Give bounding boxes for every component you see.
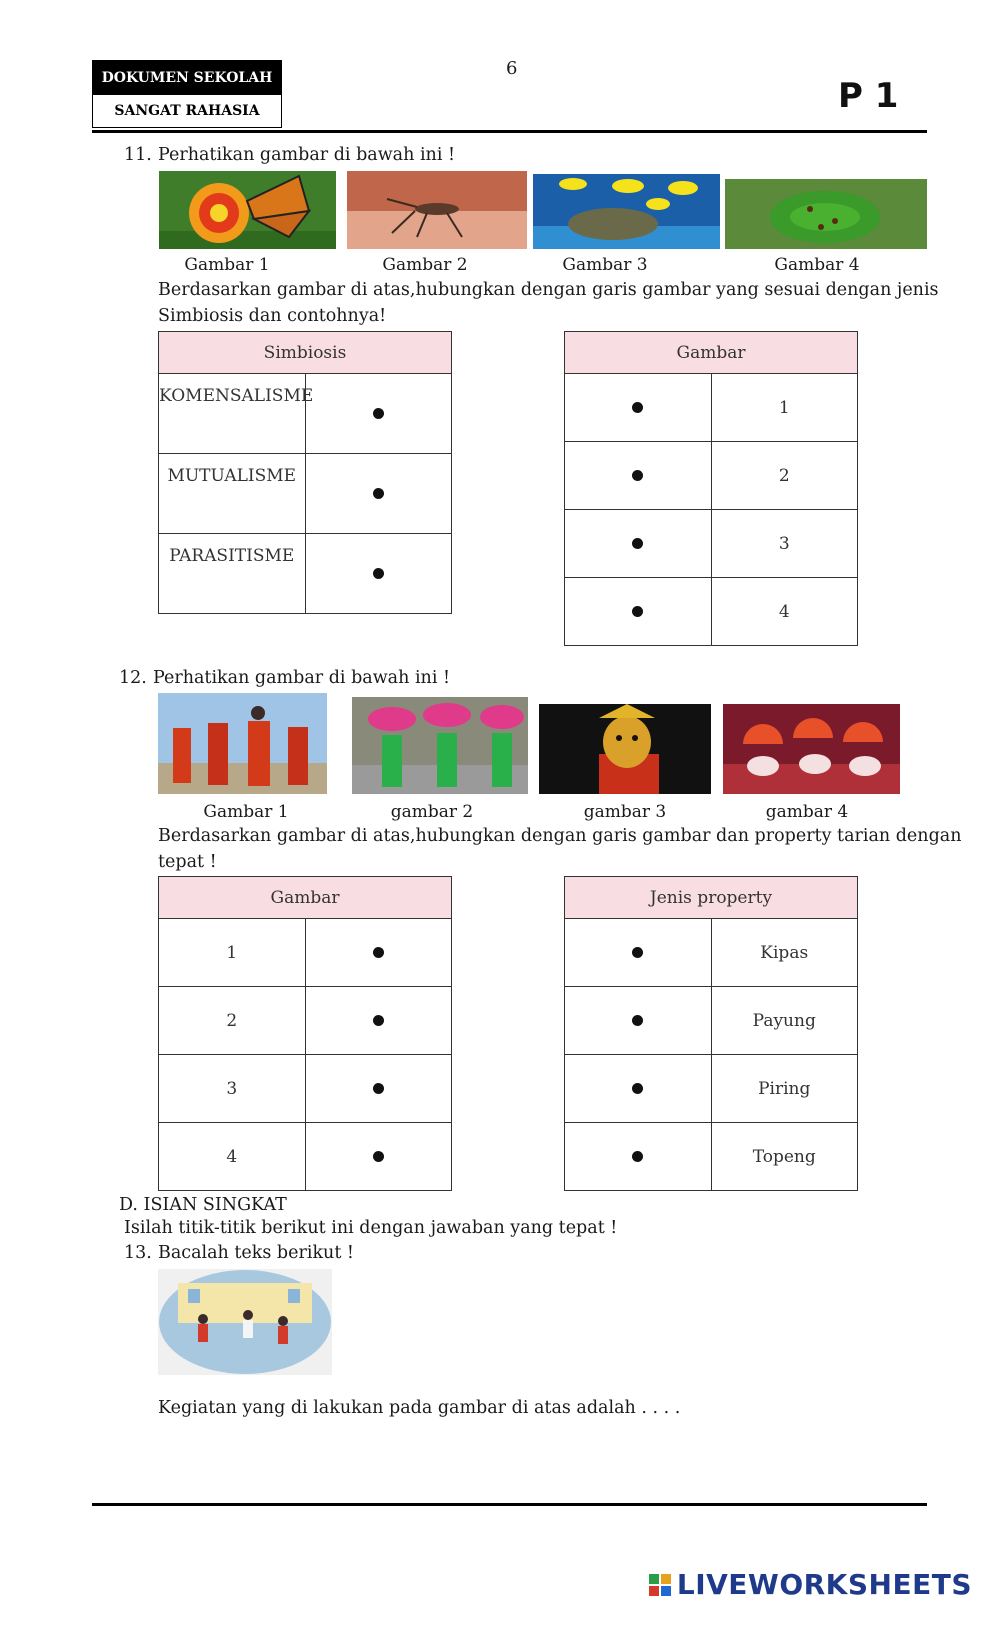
q11-image-table — [564, 331, 858, 646]
q12-image-1-plate-dance — [158, 693, 327, 794]
connection-dot[interactable] — [373, 947, 384, 958]
q11-image-1-butterfly — [159, 171, 336, 249]
q13-question: Kegiatan yang di lakukan pada gambar di atas adalah . . . . — [158, 1398, 681, 1418]
q11-right-dot-4[interactable] — [565, 578, 712, 646]
q11-image-header: Gambar — [565, 332, 858, 374]
table-row — [565, 442, 858, 510]
connection-dot[interactable] — [632, 1015, 643, 1026]
table-row — [565, 510, 858, 578]
connection-dot[interactable] — [632, 947, 643, 958]
q11-image-number-4: 4 — [711, 578, 858, 646]
q11-image-3-turtle — [533, 174, 720, 249]
q12-right-dot-2[interactable] — [565, 987, 712, 1055]
q11-caption-3: Gambar 3 — [562, 255, 648, 275]
q11-symbiosis-parasitisme: PARASITISME — [159, 534, 306, 614]
page-number: 6 — [506, 58, 518, 79]
q11-right-dot-3[interactable] — [565, 510, 712, 578]
q11-symbiosis-header: Simbiosis — [159, 332, 452, 374]
table-row — [565, 919, 858, 987]
paper-code: P 1 — [838, 76, 899, 116]
q12-image-header: Gambar — [159, 877, 452, 919]
footer-rule — [92, 1503, 927, 1506]
connection-dot[interactable] — [632, 1151, 643, 1162]
q12-property-payung: Payung — [711, 987, 858, 1055]
connection-dot[interactable] — [632, 538, 643, 549]
table-row — [565, 987, 858, 1055]
q12-property-table — [564, 876, 858, 1191]
q12-caption-4: gambar 4 — [765, 802, 849, 822]
q12-property-piring: Piring — [711, 1055, 858, 1123]
q11-image-number-1: 1 — [711, 374, 858, 442]
q11-image-number-3: 3 — [711, 510, 858, 578]
table-row — [159, 454, 452, 534]
q12-caption-1: Gambar 1 — [203, 802, 289, 822]
q11-caption-2: Gambar 2 — [382, 255, 468, 275]
connection-dot[interactable] — [632, 1083, 643, 1094]
q12-caption-2: gambar 2 — [390, 802, 474, 822]
q11-caption-1: Gambar 1 — [184, 255, 270, 275]
table-row — [159, 919, 452, 987]
q11-instruction-line1: Berdasarkan gambar di atas,hubungkan dengan garis gambar yang sesuai dengan jenis — [158, 280, 939, 300]
q12-caption-3: gambar 3 — [583, 802, 667, 822]
q12-right-dot-4[interactable] — [565, 1123, 712, 1191]
table-row — [159, 534, 452, 614]
q12-image-number-1: 1 — [159, 919, 306, 987]
connection-dot[interactable] — [373, 1151, 384, 1162]
connection-dot[interactable] — [373, 1083, 384, 1094]
q12-number: 12. — [119, 668, 147, 688]
header-rule — [92, 130, 927, 133]
q12-property-topeng: Topeng — [711, 1123, 858, 1191]
q12-image-3-mask-dance — [539, 704, 711, 794]
q11-left-dot-2[interactable] — [305, 454, 452, 534]
q11-left-dot-3[interactable] — [305, 534, 452, 614]
q12-image-number-3: 3 — [159, 1055, 306, 1123]
liveworksheets-wordmark: LIVEWORKSHEETS — [676, 1568, 972, 1601]
table-row — [565, 1123, 858, 1191]
q12-left-dot-1[interactable] — [305, 919, 452, 987]
table-row — [159, 1055, 452, 1123]
connection-dot[interactable] — [632, 470, 643, 481]
q11-number: 11. — [124, 145, 152, 165]
q12-left-dot-2[interactable] — [305, 987, 452, 1055]
q12-left-dot-4[interactable] — [305, 1123, 452, 1191]
q12-property-header: Jenis property — [565, 877, 858, 919]
table-row — [565, 374, 858, 442]
table-row — [565, 1055, 858, 1123]
q13-image-classroom-cleaning — [158, 1269, 332, 1375]
q11-prompt: Perhatikan gambar di bawah ini ! — [158, 145, 456, 165]
q12-instruction-line2: tepat ! — [158, 852, 217, 872]
q11-image-4-ants-leaf — [725, 179, 927, 249]
q12-image-table — [158, 876, 452, 1191]
q11-right-dot-2[interactable] — [565, 442, 712, 510]
q12-property-kipas: Kipas — [711, 919, 858, 987]
document-label-top: DOKUMEN SEKOLAH — [93, 61, 281, 95]
q12-image-number-2: 2 — [159, 987, 306, 1055]
q12-right-dot-1[interactable] — [565, 919, 712, 987]
document-label-bottom: SANGAT RAHASIA — [114, 103, 260, 119]
table-row — [159, 1123, 452, 1191]
table-row — [159, 987, 452, 1055]
connection-dot[interactable] — [373, 1015, 384, 1026]
liveworksheets-icon — [649, 1574, 671, 1596]
section-d-heading: D. ISIAN SINGKAT — [119, 1195, 287, 1215]
document-label-box — [92, 60, 282, 128]
q11-left-dot-1[interactable] — [305, 374, 452, 454]
q11-symbiosis-table — [158, 331, 452, 614]
connection-dot[interactable] — [373, 488, 384, 499]
connection-dot[interactable] — [632, 606, 643, 617]
q11-right-dot-1[interactable] — [565, 374, 712, 442]
q11-caption-4: Gambar 4 — [774, 255, 860, 275]
q13-prompt: Bacalah teks berikut ! — [158, 1243, 354, 1263]
q12-right-dot-3[interactable] — [565, 1055, 712, 1123]
liveworksheets-logo — [649, 1568, 972, 1601]
q12-instruction-line1: Berdasarkan gambar di atas,hubungkan dengan garis gambar dan property tarian dengan — [158, 826, 962, 846]
q12-image-4-fan-dance — [723, 704, 900, 794]
table-row — [565, 578, 858, 646]
connection-dot[interactable] — [373, 408, 384, 419]
q12-left-dot-3[interactable] — [305, 1055, 452, 1123]
q12-image-2-umbrella-dance — [352, 697, 528, 794]
q12-prompt: Perhatikan gambar di bawah ini ! — [153, 668, 451, 688]
q11-symbiosis-mutualisme: MUTUALISME — [159, 454, 306, 534]
connection-dot[interactable] — [632, 402, 643, 413]
q11-symbiosis-komensalisme: KOMENSALISME — [159, 374, 306, 454]
section-d-instruction: Isilah titik-titik berikut ini dengan jawaban yang tepat ! — [124, 1218, 618, 1238]
table-row — [159, 374, 452, 454]
q11-image-number-2: 2 — [711, 442, 858, 510]
q12-image-number-4: 4 — [159, 1123, 306, 1191]
q11-instruction-line2: Simbiosis dan contohnya! — [158, 306, 387, 326]
connection-dot[interactable] — [373, 568, 384, 579]
q11-image-2-mosquito — [347, 171, 527, 249]
q13-number: 13. — [124, 1243, 152, 1263]
